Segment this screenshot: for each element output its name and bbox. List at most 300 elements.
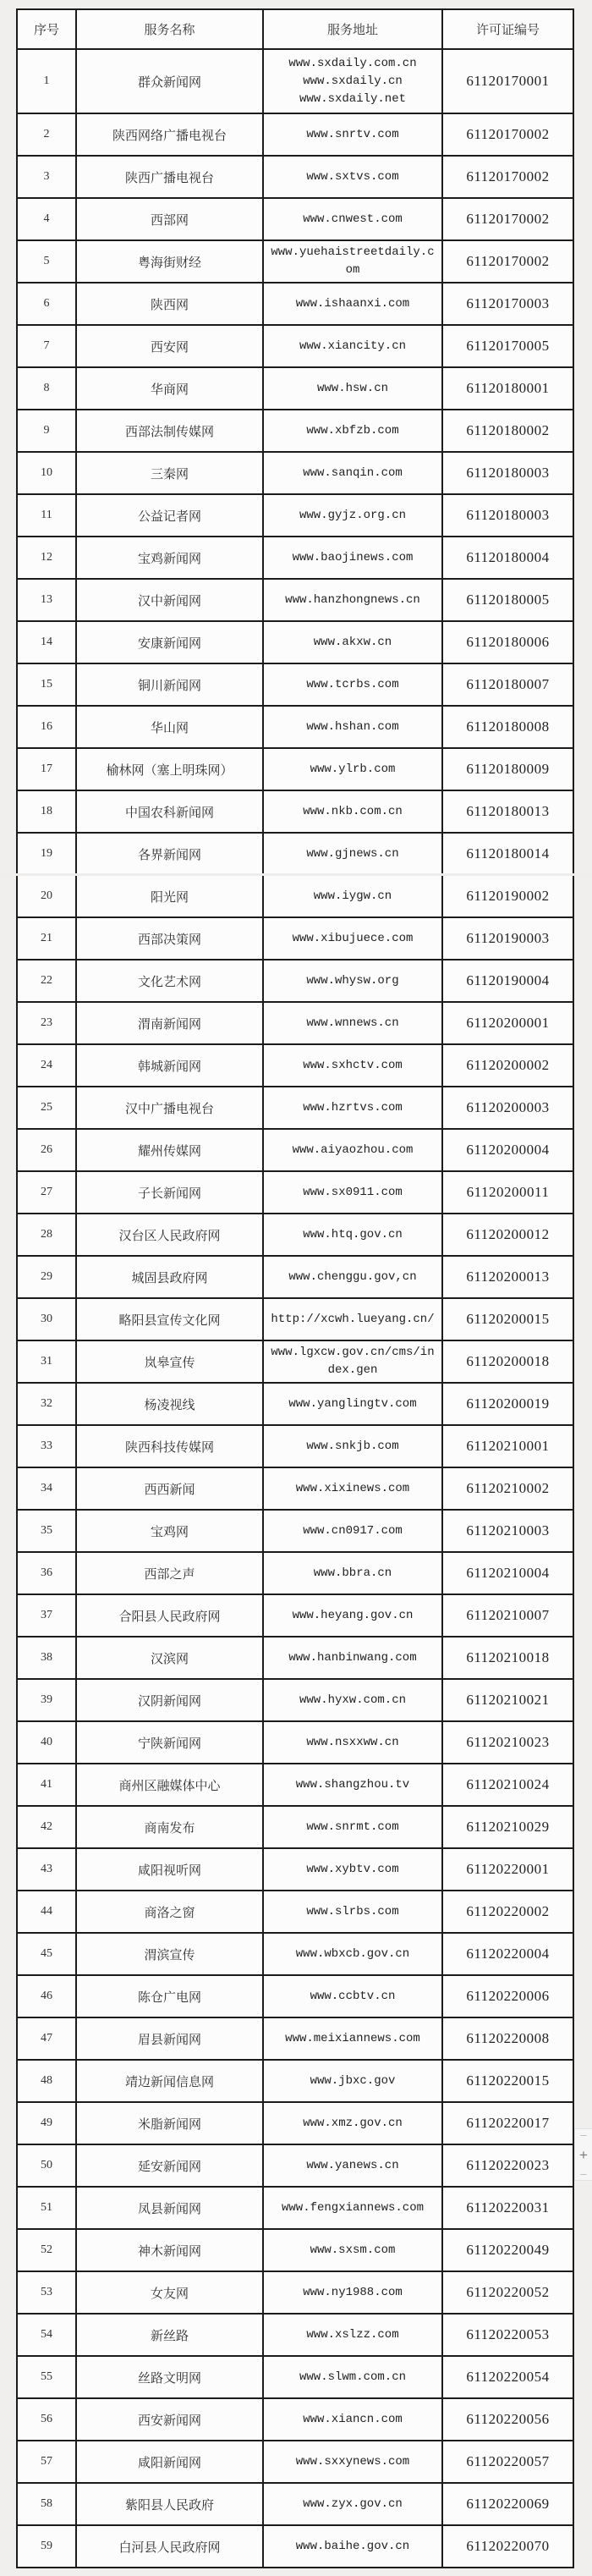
- seq-cell: 26: [17, 1129, 76, 1171]
- table-row: [17, 1383, 573, 1425]
- table-row: [17, 1298, 573, 1340]
- table-row: [17, 1933, 573, 1975]
- seq-cell: 3: [17, 156, 76, 198]
- service-name-cell: 中国农科新闻网: [76, 790, 263, 833]
- service-url-cell: [263, 663, 442, 706]
- zoom-widget-dash-bottom[interactable]: –: [580, 2167, 587, 2180]
- table-row: [17, 2483, 573, 2525]
- service-url-line: www.ishaanxi.com: [295, 296, 410, 311]
- license-cell: 61120220017: [442, 2102, 573, 2144]
- service-name-cell: 粤海街财经: [76, 240, 263, 283]
- service-name-cell: 咸阳视听网: [76, 1848, 263, 1891]
- service-name-cell: 商洛之窗: [76, 1891, 263, 1933]
- service-url-line: www.slwm.com.cn: [299, 2370, 407, 2384]
- table-row: [17, 917, 573, 960]
- seq-cell: 22: [17, 960, 76, 1002]
- service-url-line: www.wbxcb.gov.cn: [295, 1946, 410, 1961]
- seq-cell: 44: [17, 1891, 76, 1933]
- service-name-cell: 女友网: [76, 2271, 263, 2314]
- license-cell: 61120180006: [442, 621, 573, 663]
- service-url-line: www.zyx.gov.cn: [303, 2496, 403, 2511]
- service-url-cell: [263, 537, 442, 579]
- license-cell: 61120220023: [442, 2144, 573, 2187]
- column-header-license: 许可证编号: [442, 9, 573, 49]
- service-name-cell: 汉中新闻网: [76, 579, 263, 621]
- service-url-line: www.fengxiannews.com: [281, 2200, 425, 2215]
- table-row: [17, 1679, 573, 1721]
- license-cell: 61120210018: [442, 1637, 573, 1679]
- page-zoom-widget: [574, 2128, 592, 2181]
- service-url-line: www.aiyaozhou.com: [292, 1142, 414, 1157]
- service-url-cell: [263, 833, 442, 875]
- table-row: [17, 1594, 573, 1637]
- license-cell: 61120190003: [442, 917, 573, 960]
- seq-cell: 28: [17, 1214, 76, 1256]
- column-header-seq: 序号: [17, 9, 76, 49]
- license-cell: 61120180009: [442, 748, 573, 790]
- license-cell: 61120180002: [442, 410, 573, 452]
- license-cell: 61120170002: [442, 198, 573, 240]
- service-name-cell: 白河县人民政府网: [76, 2525, 263, 2568]
- table-row: [17, 2441, 573, 2483]
- license-cell: 61120210002: [442, 1467, 573, 1510]
- service-url-line: www.hyxw.com.cn: [299, 1693, 407, 1707]
- service-name-cell: 略阳县宣传文化网: [76, 1298, 263, 1340]
- service-url-line: www.snkjb.com: [306, 1439, 399, 1453]
- table-row: [17, 960, 573, 1002]
- seq-cell: 56: [17, 2398, 76, 2441]
- license-cell: 61120220054: [442, 2356, 573, 2398]
- table-row: [17, 410, 573, 452]
- zoom-widget-dash-top[interactable]: –: [580, 2128, 587, 2141]
- table-row: [17, 494, 573, 537]
- service-url-cell: [263, 2229, 442, 2271]
- service-url-line: www.sxdaily.com.cn: [288, 56, 417, 70]
- table-row: [17, 325, 573, 367]
- service-url-cell: [263, 1552, 442, 1594]
- table-row: [17, 1171, 573, 1214]
- license-cell: 61120200002: [442, 1044, 573, 1087]
- table-row: [17, 833, 573, 875]
- service-url-cell: [263, 367, 442, 410]
- license-cell: 61120220053: [442, 2314, 573, 2356]
- service-url-cell: [263, 1764, 442, 1806]
- service-name-cell: 西部决策网: [76, 917, 263, 960]
- service-name-cell: 榆林网（塞上明珠网）: [76, 748, 263, 790]
- service-name-cell: 汉台区人民政府网: [76, 1214, 263, 1256]
- table-row: [17, 2398, 573, 2441]
- table-header: [17, 9, 573, 49]
- service-name-cell: 公益记者网: [76, 494, 263, 537]
- service-name-cell: 紫阳县人民政府: [76, 2483, 263, 2525]
- service-name-cell: 子长新闻网: [76, 1171, 263, 1214]
- table-row: [17, 240, 573, 283]
- license-cell: 61120200013: [442, 1256, 573, 1298]
- table-row: [17, 1214, 573, 1256]
- service-url-cell: [263, 1721, 442, 1764]
- service-url-line: www.yanglingtv.com: [288, 1396, 417, 1411]
- table-row: [17, 2356, 573, 2398]
- service-url-cell: [263, 960, 442, 1002]
- service-url-line: www.ylrb.com: [310, 762, 396, 776]
- service-url-cell: [263, 2187, 442, 2229]
- service-name-cell: 商州区融媒体中心: [76, 1764, 263, 1806]
- service-name-cell: 西部之声: [76, 1552, 263, 1594]
- license-cell: 61120220031: [442, 2187, 573, 2229]
- license-cell: 61120200003: [442, 1087, 573, 1129]
- license-cell: 61120170002: [442, 240, 573, 283]
- service-url-line: www.akxw.cn: [313, 635, 392, 649]
- service-url-cell: [263, 2314, 442, 2356]
- service-url-cell: [263, 1510, 442, 1552]
- service-url-line: www.iygw.cn: [313, 889, 392, 903]
- service-url-line: www.snrtv.com: [306, 127, 399, 141]
- service-url-cell: [263, 579, 442, 621]
- service-name-cell: 西西新闻: [76, 1467, 263, 1510]
- service-name-cell: 群众新闻网: [76, 49, 263, 113]
- service-name-cell: 铜川新闻网: [76, 663, 263, 706]
- service-name-cell: 凤县新闻网: [76, 2187, 263, 2229]
- service-url-line: www.baojinews.com: [292, 550, 414, 564]
- license-cell: 61120190004: [442, 960, 573, 1002]
- service-url-cell: [263, 2144, 442, 2187]
- service-url-cell: [263, 1891, 442, 1933]
- service-name-cell: 新丝路: [76, 2314, 263, 2356]
- service-url-line: www.ny1988.com: [303, 2285, 403, 2299]
- seq-cell: 27: [17, 1171, 76, 1214]
- seq-cell: 51: [17, 2187, 76, 2229]
- seq-cell: 29: [17, 1256, 76, 1298]
- seq-cell: 4: [17, 198, 76, 240]
- service-name-cell: 西部法制传媒网: [76, 410, 263, 452]
- service-url-line: www.tcrbs.com: [306, 677, 399, 691]
- table-row: [17, 1256, 573, 1298]
- seq-cell: 50: [17, 2144, 76, 2187]
- service-url-line: www.xybtv.com: [306, 1862, 399, 1876]
- table-row: [17, 1467, 573, 1510]
- service-url-cell: [263, 1044, 442, 1087]
- service-url-cell: [263, 410, 442, 452]
- service-url-line: www.jbxc.gov: [310, 2073, 396, 2088]
- service-url-line: www.sanqin.com: [303, 465, 403, 480]
- service-url-line: www.ccbtv.cn: [310, 1989, 396, 2003]
- seq-cell: 13: [17, 579, 76, 621]
- service-name-cell: 各界新闻网: [76, 833, 263, 875]
- seq-cell: 8: [17, 367, 76, 410]
- service-url-cell: [263, 113, 442, 156]
- table-row: [17, 156, 573, 198]
- service-url-cell: [263, 875, 442, 917]
- service-url-line: www.cn0917.com: [303, 1523, 403, 1538]
- zoom-in-button[interactable]: +: [579, 2146, 588, 2163]
- service-url-cell: [263, 1087, 442, 1129]
- service-name-cell: 陕西广播电视台: [76, 156, 263, 198]
- seq-cell: 11: [17, 494, 76, 537]
- table-row: [17, 2102, 573, 2144]
- license-cell: 61120180014: [442, 833, 573, 875]
- service-name-cell: 汉滨网: [76, 1637, 263, 1679]
- license-cell: 61120210003: [442, 1510, 573, 1552]
- table-row: [17, 579, 573, 621]
- service-url-line: www.hanbinwang.com: [288, 1650, 417, 1665]
- table-row: [17, 2017, 573, 2060]
- service-url-line: www.chenggu.gov,cn: [288, 1269, 417, 1284]
- license-cell: 61120170002: [442, 113, 573, 156]
- table-row: [17, 621, 573, 663]
- seq-cell: 17: [17, 748, 76, 790]
- service-url-line: www.sx0911.com: [303, 1185, 403, 1199]
- table-row: [17, 1510, 573, 1552]
- license-cell: 61120220070: [442, 2525, 573, 2568]
- service-name-cell: 眉县新闻网: [76, 2017, 263, 2060]
- stitch-seam-divider: [0, 873, 592, 876]
- service-name-cell: 杨凌视线: [76, 1383, 263, 1425]
- service-name-cell: 陕西网络广播电视台: [76, 113, 263, 156]
- service-url-line: www.xiancity.cn: [299, 339, 407, 353]
- table-row: [17, 2271, 573, 2314]
- service-url-line: www.xslzz.com: [306, 2327, 399, 2342]
- seq-cell: 25: [17, 1087, 76, 1129]
- seq-cell: 21: [17, 917, 76, 960]
- seq-cell: 54: [17, 2314, 76, 2356]
- table-row: [17, 49, 573, 113]
- service-url-line: www.sxhctv.com: [303, 1058, 403, 1072]
- table-row: [17, 1340, 573, 1383]
- license-cell: 61120220004: [442, 1933, 573, 1975]
- license-cell: 61120180003: [442, 452, 573, 494]
- table-row: [17, 1764, 573, 1806]
- seq-cell: 10: [17, 452, 76, 494]
- service-name-cell: 商南发布: [76, 1806, 263, 1848]
- license-cell: 61120220049: [442, 2229, 573, 2271]
- seq-cell: 39: [17, 1679, 76, 1721]
- license-cell: 61120180005: [442, 579, 573, 621]
- service-url-cell: [263, 494, 442, 537]
- table-row: [17, 1552, 573, 1594]
- service-url-cell: [263, 283, 442, 325]
- service-url-cell: [263, 1637, 442, 1679]
- table-row: [17, 2314, 573, 2356]
- service-name-cell: 阳光网: [76, 875, 263, 917]
- service-url-line: www.hanzhongnews.cn: [285, 592, 420, 607]
- seq-cell: 24: [17, 1044, 76, 1087]
- service-url-cell: [263, 706, 442, 748]
- seq-cell: 38: [17, 1637, 76, 1679]
- seq-cell: 45: [17, 1933, 76, 1975]
- license-cell: 61120210029: [442, 1806, 573, 1848]
- service-name-cell: 靖边新闻信息网: [76, 2060, 263, 2102]
- seq-cell: 18: [17, 790, 76, 833]
- service-name-cell: 陕西网: [76, 283, 263, 325]
- service-url-cell: [263, 325, 442, 367]
- table-row: [17, 2525, 573, 2568]
- service-name-cell: 宁陕新闻网: [76, 1721, 263, 1764]
- service-url-cell: [263, 1467, 442, 1510]
- service-url-cell: [263, 748, 442, 790]
- service-name-cell: 宝鸡网: [76, 1510, 263, 1552]
- seq-cell: 42: [17, 1806, 76, 1848]
- service-url-cell: [263, 1594, 442, 1637]
- table-row: [17, 283, 573, 325]
- service-url-cell: [263, 1933, 442, 1975]
- service-url-line: www.xiancn.com: [303, 2412, 403, 2426]
- service-url-line: www.whysw.org: [306, 973, 399, 988]
- service-name-cell: 汉阴新闻网: [76, 1679, 263, 1721]
- table-row: [17, 748, 573, 790]
- license-cell: 61120220057: [442, 2441, 573, 2483]
- license-cell: 61120200018: [442, 1340, 573, 1383]
- seq-cell: 48: [17, 2060, 76, 2102]
- service-url-line: www.nsxxww.cn: [306, 1735, 399, 1749]
- service-name-cell: 岚皋宣传: [76, 1340, 263, 1383]
- seq-cell: 33: [17, 1425, 76, 1467]
- table-row: [17, 1806, 573, 1848]
- service-url-line: www.heyang.gov.cn: [292, 1608, 414, 1622]
- service-url-cell: [263, 1256, 442, 1298]
- service-name-cell: 丝路文明网: [76, 2356, 263, 2398]
- service-name-cell: 三秦网: [76, 452, 263, 494]
- table-row: [17, 1425, 573, 1467]
- seq-cell: 9: [17, 410, 76, 452]
- seq-cell: 55: [17, 2356, 76, 2398]
- table-row: [17, 1721, 573, 1764]
- table-row: [17, 875, 573, 917]
- table-row: [17, 537, 573, 579]
- service-url-cell: [263, 49, 442, 113]
- seq-cell: 32: [17, 1383, 76, 1425]
- service-name-cell: 米脂新闻网: [76, 2102, 263, 2144]
- service-url-cell: [263, 2271, 442, 2314]
- service-name-cell: 耀州传媒网: [76, 1129, 263, 1171]
- seq-cell: 7: [17, 325, 76, 367]
- table-row: [17, 1637, 573, 1679]
- license-cell: 61120220056: [442, 2398, 573, 2441]
- service-url-cell: [263, 2060, 442, 2102]
- seq-cell: 15: [17, 663, 76, 706]
- table-row: [17, 1975, 573, 2017]
- service-url-line: www.sxtvs.com: [306, 169, 399, 184]
- service-url-line: www.sxdaily.cn: [303, 74, 403, 88]
- service-name-cell: 宝鸡新闻网: [76, 537, 263, 579]
- service-url-cell: [263, 2398, 442, 2441]
- service-url-line: www.xbfzb.com: [306, 423, 399, 438]
- table-row: [17, 2229, 573, 2271]
- license-table: [16, 8, 574, 2568]
- service-url-line: www.nkb.com.cn: [303, 804, 403, 818]
- table-row: [17, 1087, 573, 1129]
- table-row: [17, 790, 573, 833]
- license-cell: 61120200019: [442, 1383, 573, 1425]
- table-body: [17, 49, 573, 2568]
- license-cell: 61120200001: [442, 1002, 573, 1044]
- service-url-cell: [263, 2356, 442, 2398]
- seq-cell: 36: [17, 1552, 76, 1594]
- service-url-cell: [263, 1214, 442, 1256]
- service-url-line: www.xmz.gov.cn: [303, 2116, 403, 2130]
- table-row: [17, 2187, 573, 2229]
- table-row: [17, 2060, 573, 2102]
- seq-cell: 41: [17, 1764, 76, 1806]
- service-url-line: www.snrmt.com: [306, 1819, 399, 1834]
- service-url-line: www.gyjz.org.cn: [299, 508, 407, 522]
- seq-cell: 14: [17, 621, 76, 663]
- column-header-name: 服务名称: [76, 9, 263, 49]
- service-url-line: www.xibujuece.com: [292, 931, 414, 945]
- service-url-line: www.gjnews.cn: [306, 846, 399, 861]
- service-url-cell: [263, 2017, 442, 2060]
- service-name-cell: 渭南新闻网: [76, 1002, 263, 1044]
- header-row: [17, 9, 573, 49]
- seq-cell: 12: [17, 537, 76, 579]
- table-row: [17, 113, 573, 156]
- license-cell: 61120180008: [442, 706, 573, 748]
- seq-cell: 35: [17, 1510, 76, 1552]
- seq-cell: 59: [17, 2525, 76, 2568]
- license-cell: 61120180004: [442, 537, 573, 579]
- license-cell: 61120220052: [442, 2271, 573, 2314]
- service-url-line: www.shangzhou.tv: [295, 1777, 410, 1792]
- service-name-cell: 陕西科技传媒网: [76, 1425, 263, 1467]
- seq-cell: 34: [17, 1467, 76, 1510]
- service-url-line: www.yanews.cn: [306, 2158, 399, 2172]
- seq-cell: 58: [17, 2483, 76, 2525]
- license-cell: 61120220002: [442, 1891, 573, 1933]
- license-cell: 61120210024: [442, 1764, 573, 1806]
- service-url-cell: [263, 1129, 442, 1171]
- service-url-cell: [263, 790, 442, 833]
- table-row: [17, 1129, 573, 1171]
- table-row: [17, 198, 573, 240]
- license-cell: 61120180013: [442, 790, 573, 833]
- license-cell: 61120200012: [442, 1214, 573, 1256]
- license-cell: 61120180001: [442, 367, 573, 410]
- seq-cell: 20: [17, 875, 76, 917]
- service-url-cell: [263, 2525, 442, 2568]
- table-row: [17, 663, 573, 706]
- service-name-cell: 文化艺术网: [76, 960, 263, 1002]
- service-name-cell: 安康新闻网: [76, 621, 263, 663]
- seq-cell: 1: [17, 49, 76, 113]
- seq-cell: 40: [17, 1721, 76, 1764]
- seq-cell: 57: [17, 2441, 76, 2483]
- service-url-line: www.lgxcw.gov.cn/cms/index.gen: [271, 1346, 435, 1377]
- license-cell: 61120170003: [442, 283, 573, 325]
- service-url-line: www.htq.gov.cn: [303, 1227, 403, 1241]
- service-url-cell: [263, 1975, 442, 2017]
- license-cell: 61120170002: [442, 156, 573, 198]
- service-url-line: www.hshan.com: [306, 719, 399, 734]
- license-table-container: [16, 8, 574, 2568]
- table-row: [17, 706, 573, 748]
- seq-cell: 53: [17, 2271, 76, 2314]
- service-url-line: www.xixinews.com: [295, 1481, 410, 1495]
- service-name-cell: 韩城新闻网: [76, 1044, 263, 1087]
- service-url-line: www.slrbs.com: [306, 1904, 399, 1918]
- service-url-cell: [263, 1383, 442, 1425]
- seq-cell: 37: [17, 1594, 76, 1637]
- service-name-cell: 华商网: [76, 367, 263, 410]
- service-url-cell: [263, 240, 442, 283]
- license-cell: 61120220006: [442, 1975, 573, 2017]
- seq-cell: 5: [17, 240, 76, 283]
- service-url-cell: [263, 1340, 442, 1383]
- service-url-line: www.bbra.cn: [313, 1566, 392, 1580]
- seq-cell: 47: [17, 2017, 76, 2060]
- service-url-cell: [263, 1171, 442, 1214]
- service-url-cell: [263, 621, 442, 663]
- service-url-cell: [263, 198, 442, 240]
- service-url-cell: [263, 1002, 442, 1044]
